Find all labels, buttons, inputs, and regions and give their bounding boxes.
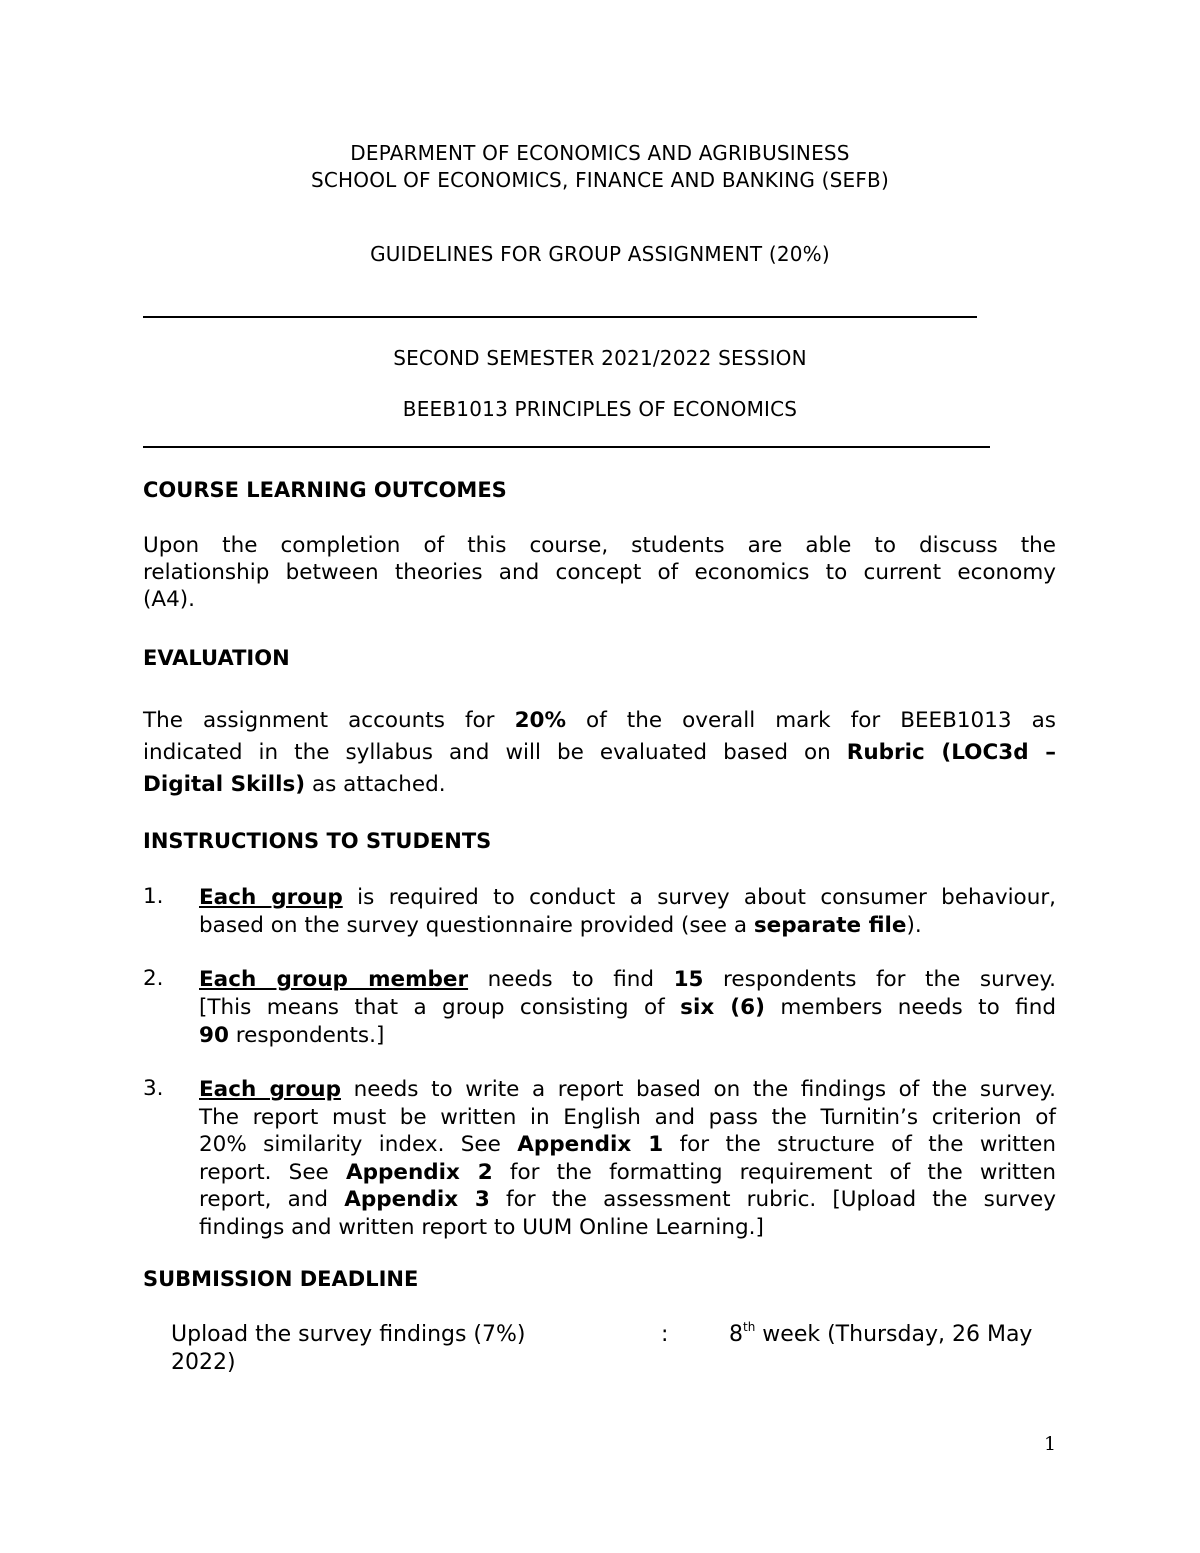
instruction-item-1: Each group is required to conduct a survey about consumer behaviour, based on the survey questionnaire provided (see a separate file). (199, 885, 1056, 938)
department-name: DEPARMENT OF ECONOMICS AND AGRIBUSINESS (350, 141, 850, 165)
item-3-number: 3. (143, 1076, 164, 1101)
evaluation-heading: EVALUATION (143, 646, 290, 670)
evaluation-line-1: The assignment accounts for 20% of the overall mark for BEEB1013 as (143, 708, 1056, 733)
deadline-date: 8th week (Thursday, 26 May (729, 1320, 1033, 1347)
page-number: 1 (1044, 1433, 1057, 1455)
semester-line: SECOND SEMESTER 2021/2022 SESSION (393, 346, 807, 370)
item-1-number: 1. (143, 884, 164, 909)
instructions-heading: INSTRUCTIONS TO STUDENTS (143, 829, 492, 853)
deadline-heading: SUBMISSION DEADLINE (143, 1267, 419, 1291)
bottom-rule (143, 446, 990, 448)
evaluation-line-2: indicated in the syllabus and will be evaluated based on Rubric (LOC3d – (143, 740, 1056, 765)
clo-paragraph (143, 532, 1056, 613)
deadline-date-year: 2022) (171, 1350, 236, 1375)
course-line: BEEB1013 PRINCIPLES OF ECONOMICS (402, 397, 798, 421)
top-rule (143, 316, 977, 318)
instruction-item-2: Each group member needs to find 15 respondents for the survey. [This means that a group consisting of six (6) members needs to find 90 respondents.] (199, 967, 1056, 1048)
item-2-number: 2. (143, 966, 164, 991)
deadline-label: Upload the survey findings (7%) (171, 1322, 526, 1347)
school-name: SCHOOL OF ECONOMICS, FINANCE AND BANKING (SEFB) (311, 168, 889, 192)
clo-heading: COURSE LEARNING OUTCOMES (143, 478, 507, 502)
clo-line-3: (A4). (143, 587, 195, 612)
evaluation-paragraph (143, 705, 1056, 801)
clo-line-1: Upon the completion of this course, students are able to discuss the (143, 533, 1056, 558)
document-title: GUIDELINES FOR GROUP ASSIGNMENT (20%) (370, 242, 830, 266)
instruction-item-3: Each group needs to write a report based on the findings of the survey. The report must be written in English and pass the Turnitin’s criterion of 20% similarity index. See Appendix 1 for the structure of the written report. See Appendix 2 for the formatting requirement of the written report, and Appendix 3 for the assessment rubric. [Upload the survey findings and written report to UUM Online Learning.] (199, 1077, 1056, 1240)
evaluation-line-3: Digital Skills) as attached. (143, 772, 446, 797)
clo-line-2: relationship between theories and concept of economics to current economy (143, 560, 1056, 585)
deadline-colon: : (661, 1322, 669, 1347)
